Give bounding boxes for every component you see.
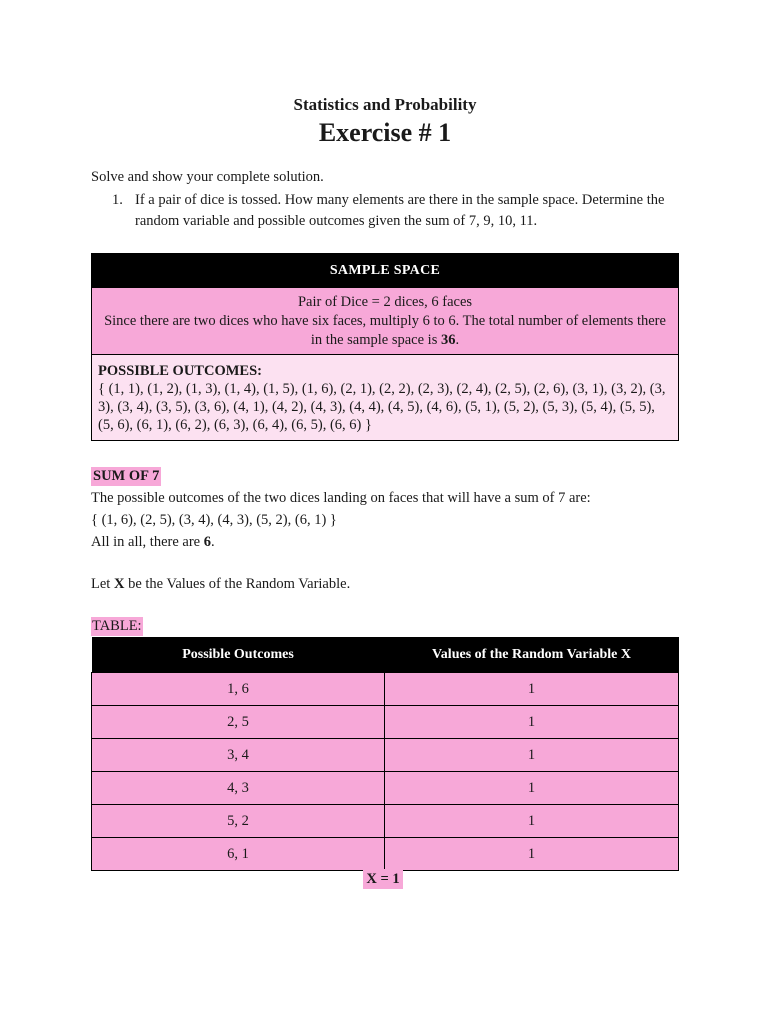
sum-of-7-count xyxy=(91,532,215,552)
pair-of-dice-line: Pair of Dice = 2 dices, 6 faces xyxy=(297,294,473,310)
count-period: . xyxy=(210,534,215,550)
total-elements-text: Since there are two dices who have six faces, multiply 6 to 6. The total number of elements there in the sample space is xyxy=(104,313,666,348)
outcome-cell: 1, 6 xyxy=(92,673,385,706)
header-possible-outcomes: Possible Outcomes xyxy=(92,637,385,673)
value-cell: 1 xyxy=(385,838,679,871)
variable-x: X xyxy=(113,576,125,592)
sample-space-header: SAMPLE SPACE xyxy=(92,254,678,288)
question-number: 1. xyxy=(112,192,123,208)
outcome-cell: 4, 3 xyxy=(92,772,385,805)
possible-outcomes-cell xyxy=(92,355,678,440)
table-row xyxy=(92,739,679,772)
instructions: Solve and show your complete solution. xyxy=(91,169,324,185)
exercise-title: Exercise # 1 xyxy=(318,118,452,147)
sum-of-7-description: The possible outcomes of the two dices landing on faces that will have a sum of 7 are: xyxy=(91,490,591,506)
sample-space-explanation xyxy=(92,288,678,355)
table-row xyxy=(92,772,679,805)
table-row xyxy=(92,706,679,739)
random-variable-result: X = 1 xyxy=(363,869,403,889)
let-rest-text: be the Values of the Random Variable. xyxy=(124,576,351,592)
outcome-cell: 3, 4 xyxy=(92,739,385,772)
value-cell: 1 xyxy=(385,772,679,805)
outcome-cell: 5, 2 xyxy=(92,805,385,838)
header-random-variable: Values of the Random Variable X xyxy=(385,637,679,673)
total-elements-value: 36 xyxy=(440,332,456,348)
table-row xyxy=(92,805,679,838)
value-cell: 1 xyxy=(385,706,679,739)
outcome-cell: 2, 5 xyxy=(92,706,385,739)
value-cell: 1 xyxy=(385,805,679,838)
outcome-cell: 6, 1 xyxy=(92,838,385,871)
table-row xyxy=(92,673,679,706)
subject-title: Statistics and Probability xyxy=(293,95,477,114)
count-text: All in all, there are xyxy=(91,534,204,550)
sum-of-7-label: SUM OF 7 xyxy=(93,468,160,484)
count-value: 6 xyxy=(203,534,211,550)
question-text: If a pair of dice is tossed. How many elements are there in the sample space. Determine the random variable and possible outcomes given the sum of 7, 9, 10, 11. xyxy=(135,192,665,229)
sample-space-box xyxy=(91,253,679,441)
table-row xyxy=(92,838,679,871)
value-cell: 1 xyxy=(385,673,679,706)
random-variable-definition xyxy=(91,574,350,594)
outcomes-table xyxy=(91,637,679,871)
sum-of-7-set: { (1, 6), (2, 5), (3, 4), (4, 3), (5, 2), (6, 1) } xyxy=(91,512,337,528)
value-cell: 1 xyxy=(385,739,679,772)
table-label: TABLE: xyxy=(92,618,142,634)
table-header-row xyxy=(92,637,679,673)
total-elements-line xyxy=(102,312,668,350)
total-elements-period: . xyxy=(455,332,460,348)
possible-outcomes-list: { (1, 1), (1, 2), (1, 3), (1, 4), (1, 5), (1, 6), (2, 1), (2, 2), (2, 3), (2, 4), (2, 5), (2, 6), (3, 1), (3, 2), (3, 3), (3, 4), (3, 5), (3, 6), (4, 1), (4, 2), (4, 3), (4, 4), (4, 5), (4, 6), (5, 1), (5, 2), (5, 3), (5, 4), (5, 5), (5, 6), (6, 1), (6, 2), (6, 3), (6, 4), (6, 5), (6, 6) } xyxy=(98,381,666,433)
possible-outcomes-label: POSSIBLE OUTCOMES: xyxy=(98,363,262,379)
let-text: Let xyxy=(91,576,114,592)
